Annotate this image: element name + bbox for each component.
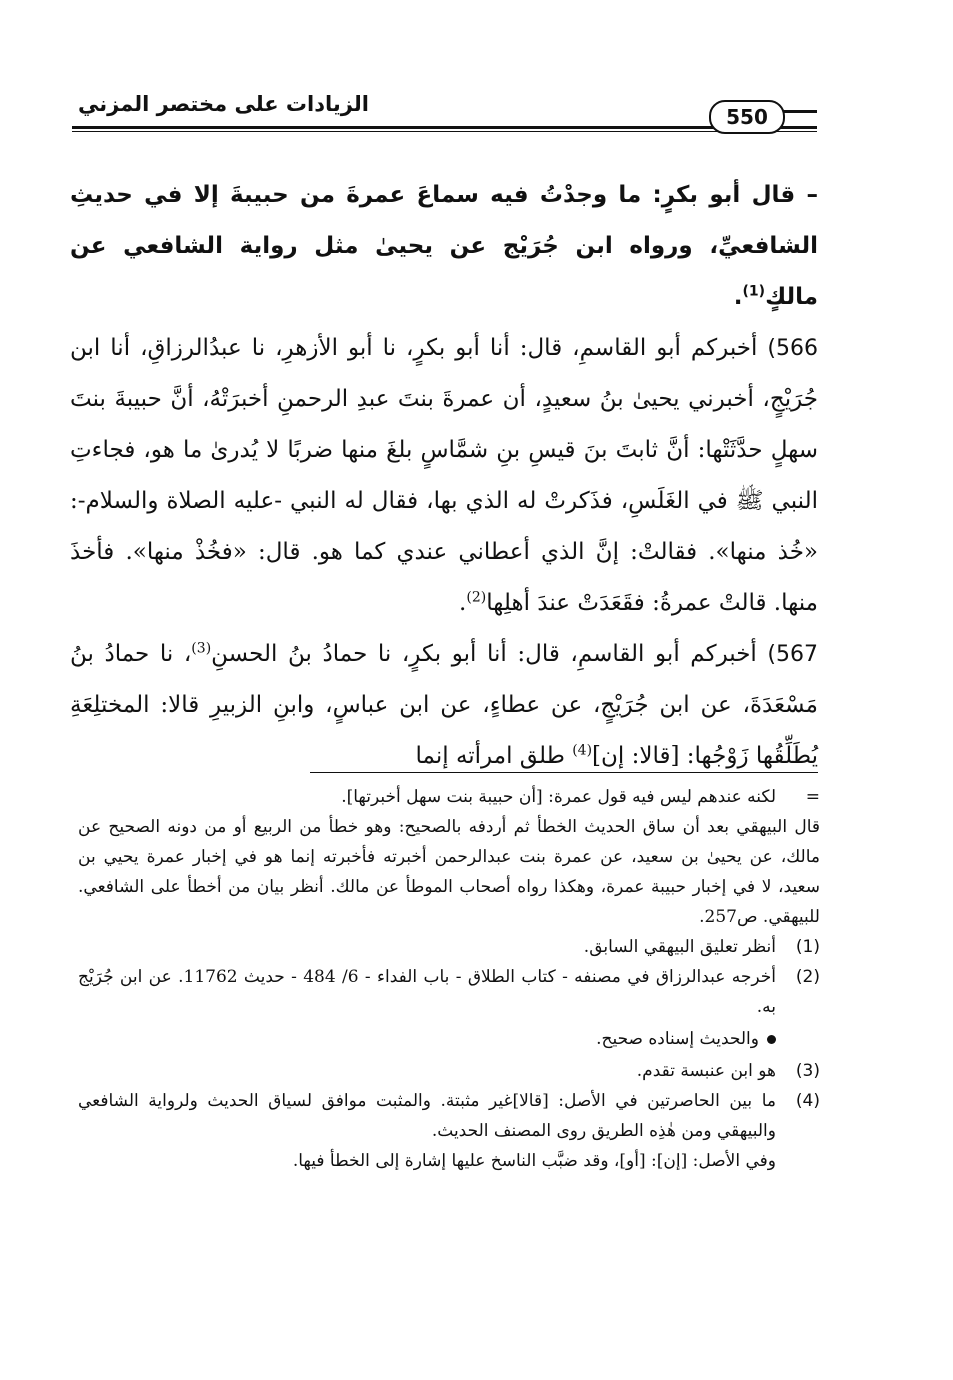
header-rule-thin [72, 131, 817, 132]
hadith-566 [70, 323, 818, 629]
footnote-marker: = [805, 787, 820, 807]
footnote-ref[interactable]: (4) [572, 742, 593, 759]
footnote-text: أخرجه عبدالرزاق في مصنفه - كتاب الطلاق - باب الفداء - 6/ 484 - حديث 11762. عن ابن جُرَيْج به. [78, 967, 776, 1017]
intro-end: . [733, 284, 743, 310]
intro-text: – قال أبو بكرٍ: ما وجدْتُ فيه سماعَ عمرةَ من حبيبةَ إلا في حديثِ الشافعيِّ، ورواه ابن جُرَيْج عن يحيىٰ مثل رواية الشافعي عن مالكٍ [70, 182, 818, 310]
bullet-icon [767, 1035, 776, 1044]
hadith-566-end: . [459, 590, 467, 616]
hadith-567-text-c: طلق امرأته إنما [415, 743, 573, 769]
footnote-1 [78, 932, 820, 962]
hadith-number: 566) [767, 336, 818, 361]
footnote-text: أنظر تعليق البيهقي السابق. [583, 937, 776, 957]
footnote-continuation [78, 782, 820, 812]
header-rule [72, 126, 817, 129]
footnote-ref[interactable]: (3) [191, 640, 212, 657]
footnote-note-text: والحديث إسناده صحيح. [596, 1029, 759, 1049]
footnote-4-continued: وفي الأصل: [إن]: [أو]، وقد ضبَّب الناسخ عليها إشارة إلى الخطأ فيها. [292, 1151, 776, 1171]
page-header [72, 86, 817, 132]
footnote-4 [78, 1086, 820, 1146]
footnote-marker: (1) [795, 937, 820, 957]
footnote-text: هو ابن عنبسة تقدم. [636, 1061, 776, 1081]
hadith-number: 567) [767, 642, 818, 667]
footnote-2 [78, 962, 820, 1022]
footnote-marker: (3) [795, 1061, 820, 1081]
footnote-marker: (2) [795, 967, 820, 987]
footnotes [78, 782, 820, 1176]
hadith-567-text-a: أخبركم أبو القاسمِ، قال: أنا أبو بكرٍ، نا حمادُ بنُ الحسنِ [211, 641, 757, 667]
page-number: 550 [709, 100, 785, 134]
hadith-567 [70, 629, 818, 782]
footnote-divider [310, 772, 818, 773]
footnote-2-note [78, 1022, 820, 1056]
intro-paragraph [70, 170, 818, 323]
footnote-3 [78, 1056, 820, 1086]
page-number-ornament [783, 110, 817, 113]
footnote-marker: (4) [795, 1091, 820, 1111]
hadith-567-text-b: ، نا حمادُ بنُ مَسْعَدَةَ، عن ابن جُرَيْجٍ، عن عطاءٍ، عن ابن عباسٍ، وابنِ الزبيرِ قالا: المختلِعَةِ يُطَلِّقُها زَوْجُها: [قالا: إن] [70, 641, 818, 769]
footnote-ref[interactable]: (1) [742, 283, 766, 300]
running-title: الزيادات على مختصر المزني [74, 92, 373, 116]
footnote-text: ما بين الحاصرتين في الأصل: [قالا]غير مثبتة. والمثبت موافق لسياق الحديث ولرواية الشافعي والبيهقي ومن هٰذِه الطريق روى المصنف الحديث. [78, 1091, 776, 1141]
hadith-566-text: أخبركم أبو القاسمِ، قال: أنا أبو بكرٍ، نا أبو الأزهرِ، نا عبدُالرزاقِ، أنا ابن جُرَيْجٍ، أخبرني يحيىٰ بنُ سعيدٍ، أن عمرةَ بنتَ عبدِ الرحمنِ أخبرَتْهُ، أنَّ حبيبةَ بنتَ سهلٍ حدَّثَتْها: أنَّ ثابتَ بنَ قيسِ بنِ شمَّاسٍ بلغَ منها ضربًا لا يُدرىٰ ما هو، فجاءتِ النبي ﷺ في الغَلَسِ، فذَكرتْ له الذي بها، فقال له النبي -عليه الصلاة والسلام-: «خُذ منها». فقالتْ: إنَّ الذي أعطاني عندي كما هو. قال: «فخُذْ منها». فأخذَ منها. قالتْ عمرةُ: فقَعَدَتْ عندَ أهلِها [70, 335, 818, 616]
footnote-ref[interactable]: (2) [466, 589, 487, 606]
footnote-continuation-text: قال البيهقي بعد أن ساق الحديث الخطأ ثم أردفه بالصحيح: وهو خطأ من الربيع أو من دونه الصحيح عن مالك، عن يحيىٰ بن سعيد، عن عمرة بنت عبدالرحمن أخبرته فأخبرته إنما هو في إخبار عمرة يحيي بن سعيد، لا في إخبار حبيبة عمرة، وهكذا رواه أصحاب الموطأ عن مالك. أنظر بيان من أخطأ على الشافعي. للبيهقي. ص257. [78, 817, 820, 927]
main-text [70, 170, 818, 782]
footnote-text: لكنه عندهم ليس فيه قول عمرة: [أن حبيبة بنت سهل أخبرتها]. [341, 787, 776, 807]
